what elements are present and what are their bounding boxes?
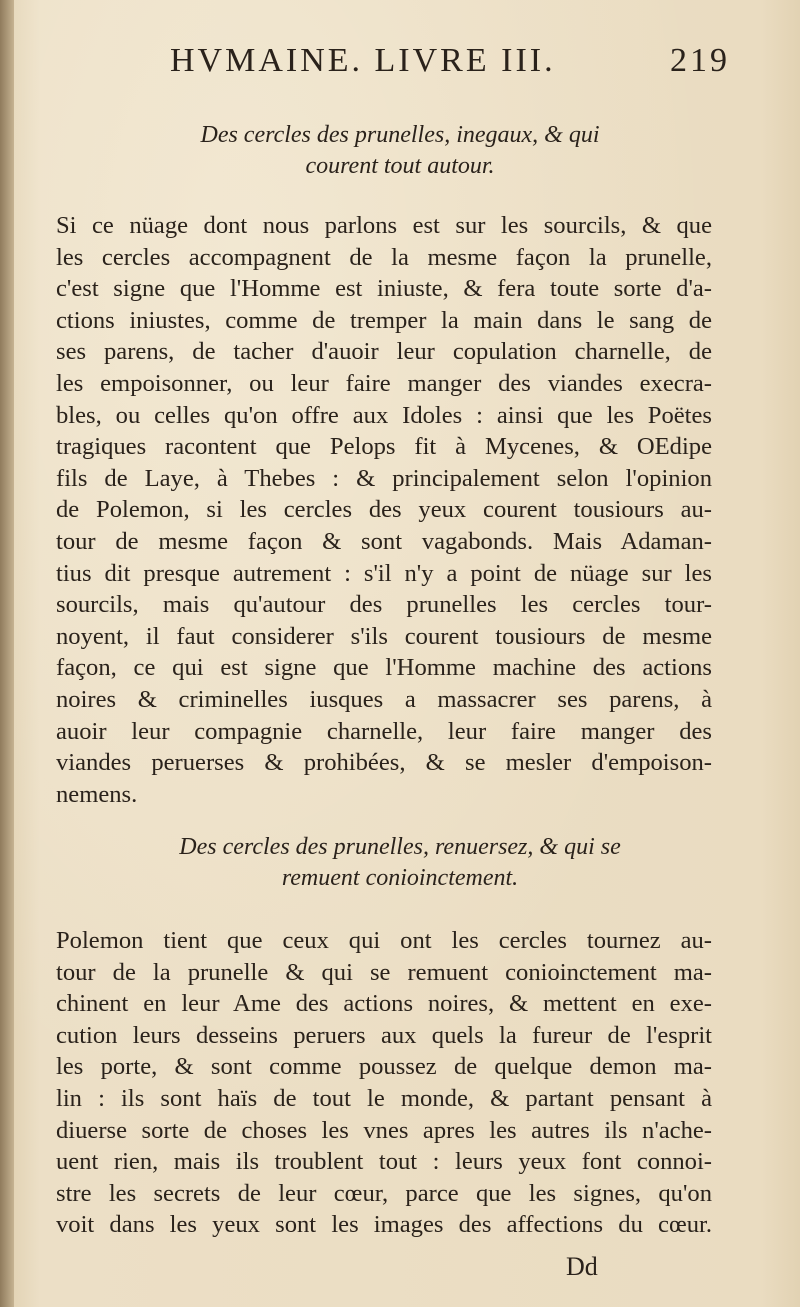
text-line: Polemon tient que ceux qui ont les cercles tournez au- <box>56 927 712 954</box>
heading-line: Des cercles des prunelles, inegaux, & qui <box>200 122 600 148</box>
text-line: nemens. <box>56 780 138 808</box>
text-line: noires & criminelles iusques a massacrer ses parens, à <box>56 685 712 713</box>
section-heading-2 <box>80 832 720 894</box>
text-line: diuerse sorte de choses les vnes apres les autres ils n'ache- <box>56 1116 712 1144</box>
text-line: tour de mesme façon & sont vagabonds. Mais Adaman- <box>56 527 712 555</box>
text-line: les cercles accompagnent de la mesme façon la prunelle, <box>56 243 712 271</box>
text-line: uent rien, mais ils troublent tout : leurs yeux font connoi- <box>56 1148 712 1176</box>
text-line: les empoisonner, ou leur faire manger des viandes execra- <box>56 369 712 397</box>
text-line: ses parens, de tacher d'auoir leur copulation charnelle, de <box>56 338 712 366</box>
heading-line: remuent conioinctement. <box>281 865 519 891</box>
text-line: façon, ce qui est signe que l'Homme machine des actions <box>56 654 712 682</box>
text-line: bles, ou celles qu'on offre aux Idoles : ainsi que les Poëtes <box>56 401 712 429</box>
section-heading-1 <box>80 120 720 182</box>
text-line: stre les secrets de leur cœur, parce que les signes, qu'on <box>56 1179 712 1207</box>
page-gutter <box>0 0 14 1307</box>
running-head: HVMAINE. LIVRE III. <box>170 42 556 79</box>
text-line: les porte, & sont comme poussez de quelque demon ma- <box>56 1053 712 1081</box>
paragraph-2 <box>56 925 712 1241</box>
text-line: Si ce nüage dont nous parlons est sur les sourcils, & que <box>56 212 712 239</box>
text-line: viandes peruerses & prohibées, & se mesler d'empoison- <box>56 749 712 777</box>
heading-line: Des cercles des prunelles, renuersez, & qui se <box>179 834 621 860</box>
page-header <box>170 42 730 92</box>
text-line: voit dans les yeux sont les images des affections du cœur. <box>56 1211 712 1239</box>
signature-mark: Dd <box>566 1252 598 1281</box>
text-line: tour de la prunelle & qui se remuent conioinctement ma- <box>56 958 712 986</box>
page-number: 219 <box>670 42 730 79</box>
text-line: sourcils, mais qu'autour des prunelles les cercles tour- <box>56 591 712 619</box>
text-line: de Polemon, si les cercles des yeux courent tousiours au- <box>56 496 712 524</box>
heading-line: courent tout autour. <box>305 153 495 179</box>
text-line: tragiques racontent que Pelops fit à Mycenes, & OEdipe <box>56 433 712 461</box>
text-line: cution leurs desseins peruers aux quels la fureur de l'esprit <box>56 1021 712 1049</box>
text-line: lin : ils sont haïs de tout le monde, & partant pensant à <box>56 1084 712 1112</box>
text-line: tius dit presque autrement : s'il n'y a point de nüage sur les <box>56 559 712 587</box>
paragraph-1 <box>56 210 712 810</box>
text-line: chinent en leur Ame des actions noires, & mettent en exe- <box>56 990 712 1018</box>
text-line: auoir leur compagnie charnelle, leur faire manger des <box>56 717 712 745</box>
text-line: c'est signe que l'Homme est iniuste, & fera toute sorte d'a- <box>56 275 712 303</box>
text-line: noyent, il faut considerer s'ils courent tousiours de mesme <box>56 622 712 650</box>
text-line: fils de Laye, à Thebes : & principalement selon l'opinion <box>56 464 712 492</box>
text-line: ctions iniustes, comme de tremper la main dans le sang de <box>56 306 712 334</box>
